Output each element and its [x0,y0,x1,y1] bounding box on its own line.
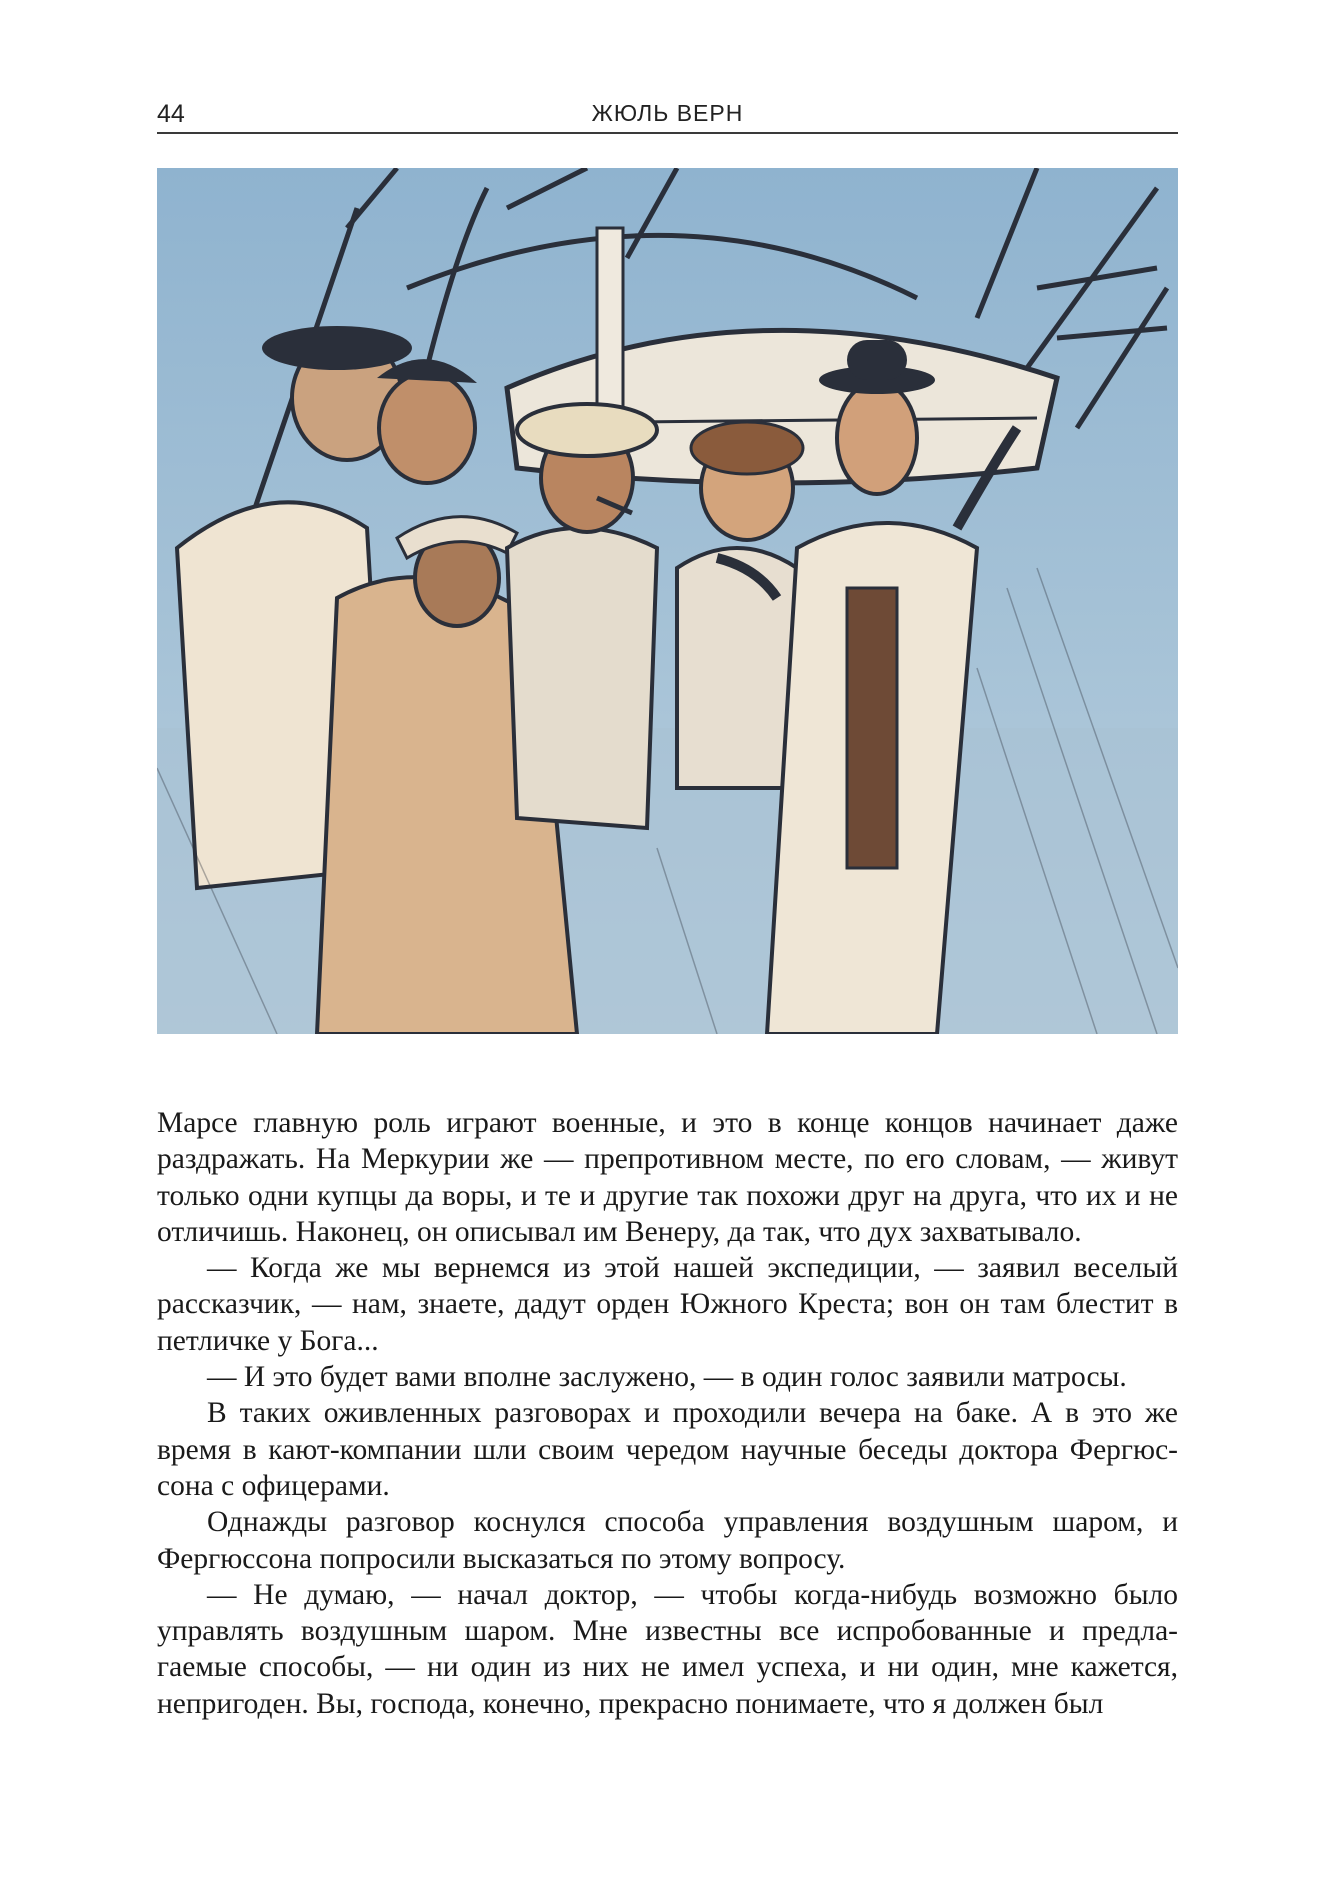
running-title: ЖЮЛЬ ВЕРН [591,100,744,126]
paragraph: — Не думаю, — начал доктор, — чтобы когда-нибудь возможно было управлять воздушным шаром. Мне известны все испробованные и предлагаемые способы, — ни один из них не имел успеха, и ни один, мне кажется, непригоден. Вы, господа, конечно, прекрасно понимаете, что я должен был [157,1578,1178,1720]
sailor-second [377,359,477,483]
paragraph: Однажды разговор коснулся способа управления воздушным шаром, и Фергюссона попросили высказаться по этому вопросу. [157,1506,1178,1575]
page-number: 44 [157,100,185,128]
illustration-sailors-on-deck [157,168,1178,1034]
running-header [157,94,1178,134]
paragraph: Марсе главную роль играют военные, и это в конце концов начинает даже раздражать. На Меркурии же — препротивном месте, по его словам, — живут только одни купцы да воры, и те и другие так похожи друг на друга, что их и не отличишь. Наконец, он описывал им Венеру, да так, что дух захватывало. [157,1107,1178,1248]
paragraph: — Когда же мы вернемся из этой нашей экспедиции, — заявил веселый рассказчик, — нам, знаете, дадут орден Южного Креста; вон он там блестит в петличке у Бога... [157,1252,1178,1357]
body-text [157,1105,1178,1722]
paragraph: В таких оживленных разговорах и проходили вечера на баке. А в это же время в кают-компании шли своим чередом научные беседы доктора Фергюссона с офицерами. [157,1397,1178,1502]
illustration-drawing [157,168,1178,1034]
paragraph: — И это будет вами вполне заслужено, — в один голос заявили матросы. [207,1361,1127,1394]
